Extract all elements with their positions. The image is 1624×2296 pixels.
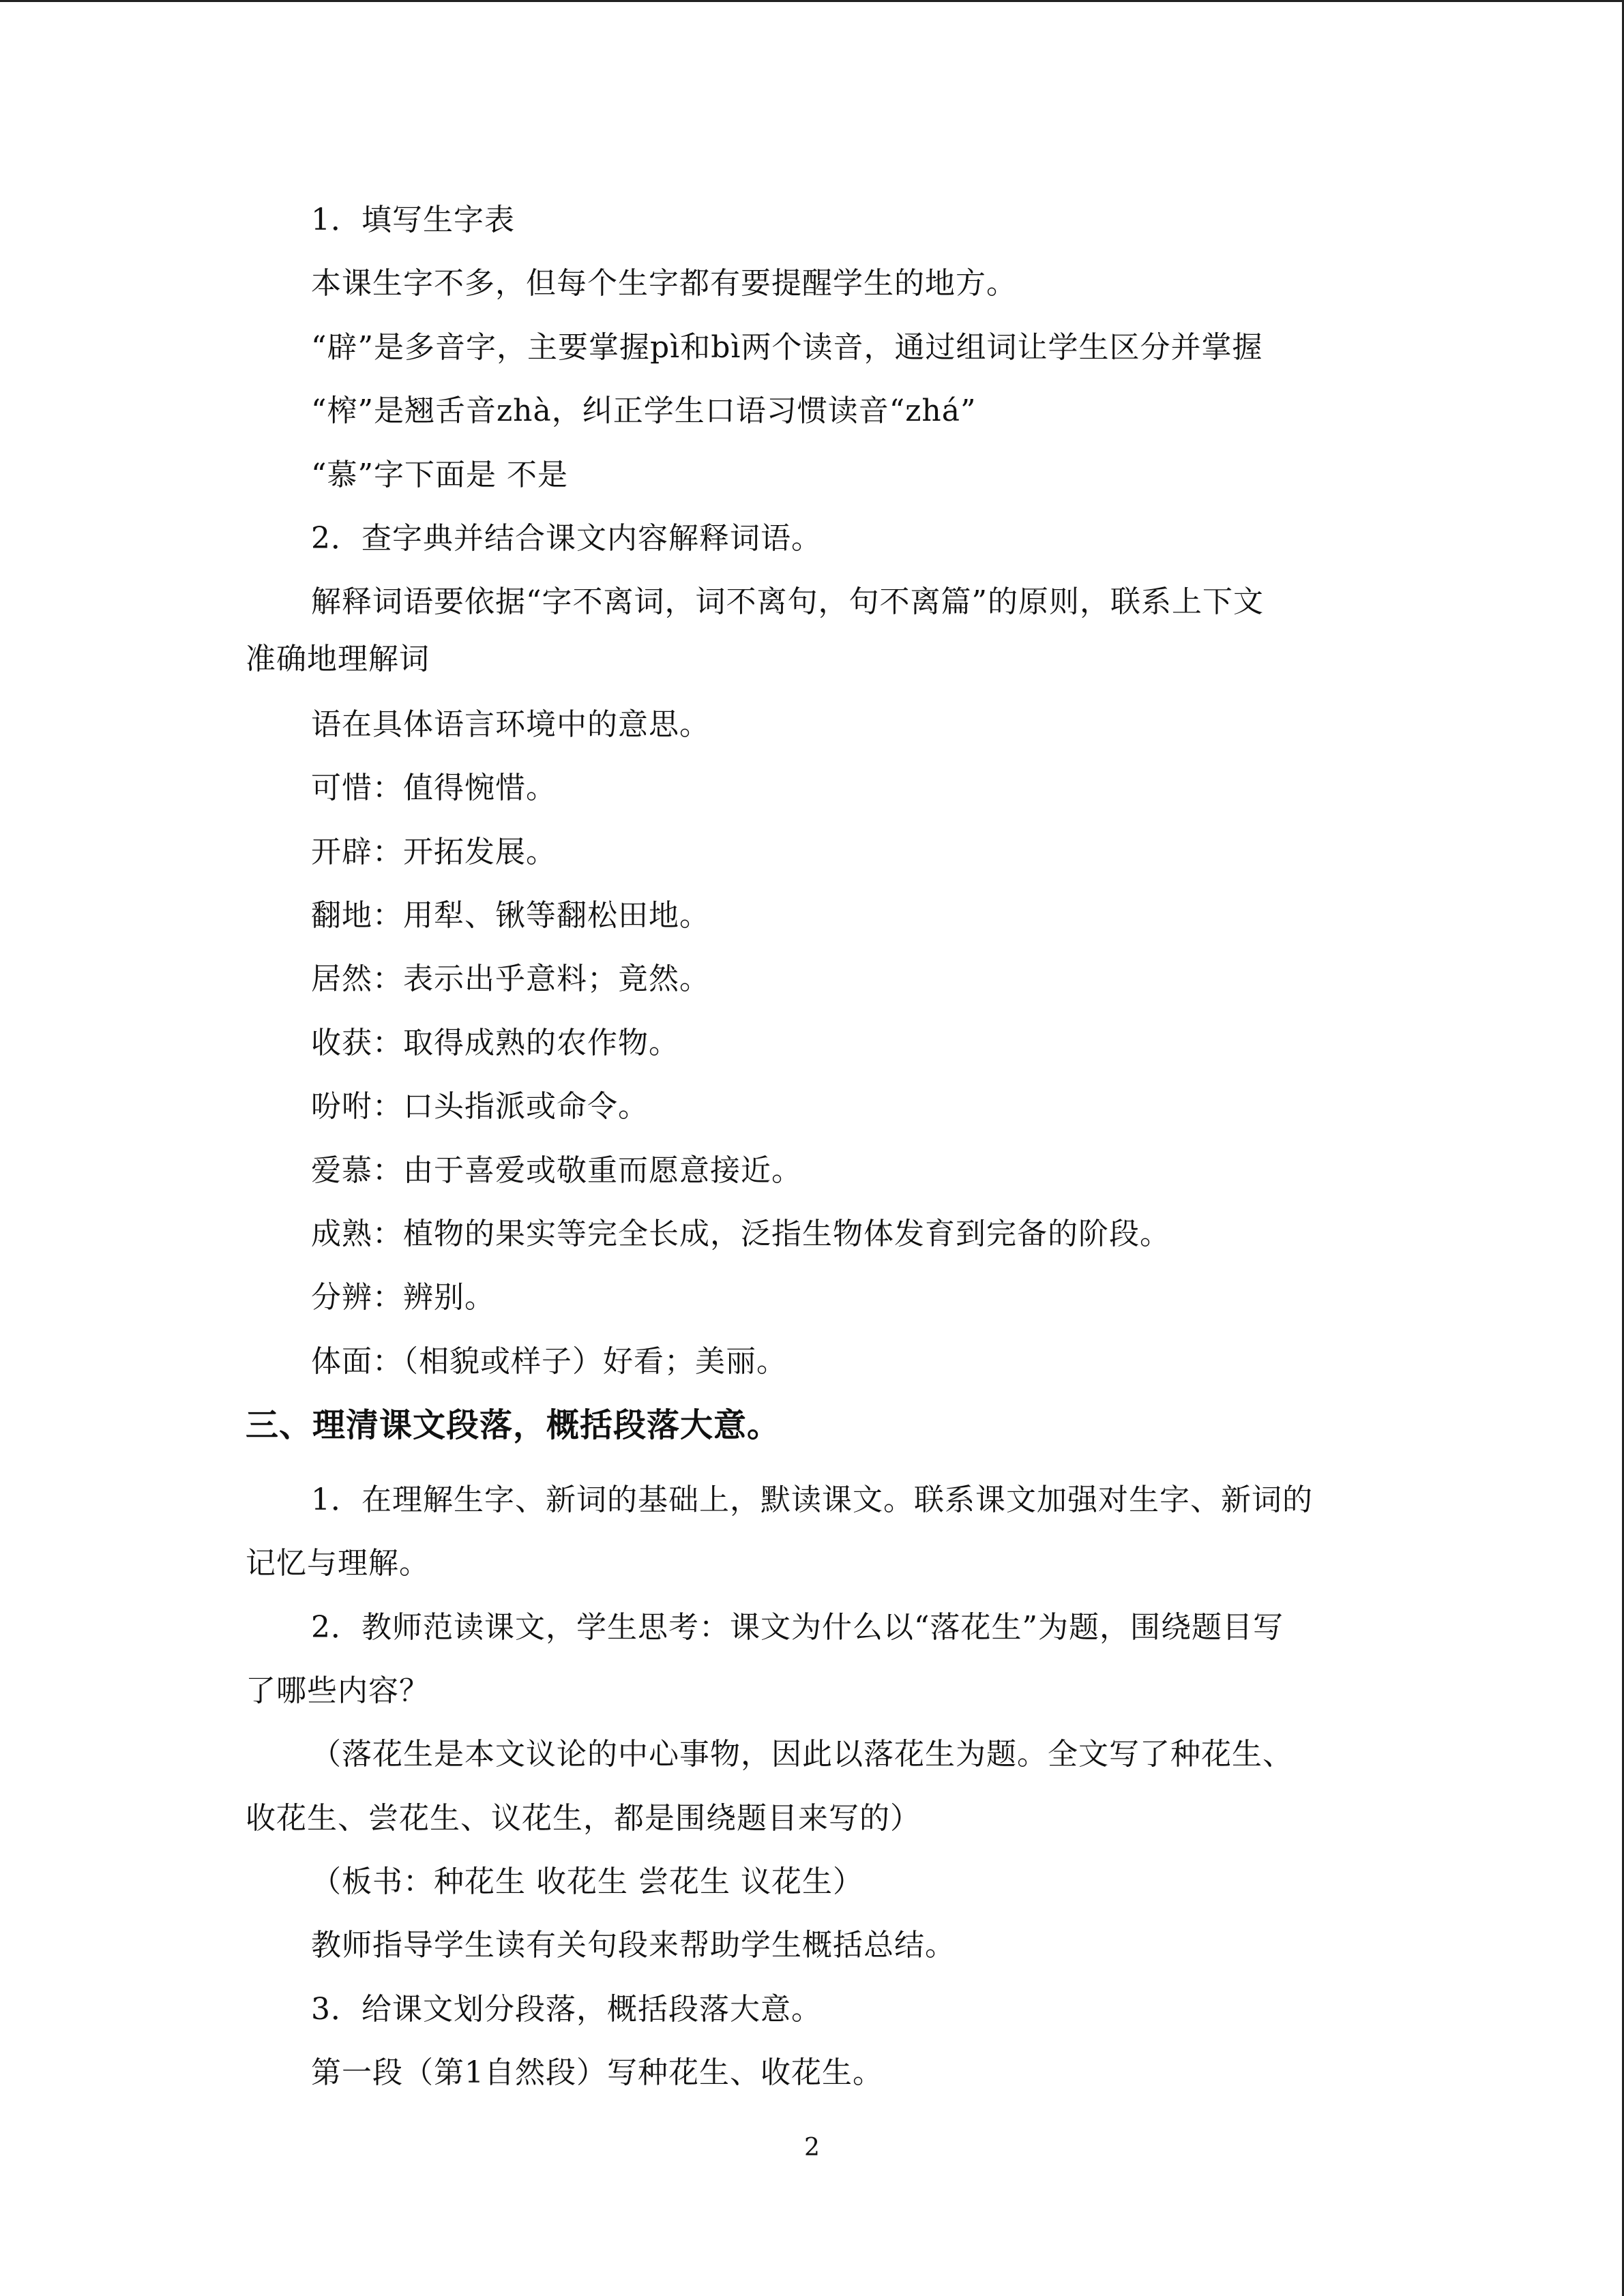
definition-line: 开辟：开拓发展。 [311, 835, 557, 869]
definition-line: 体面：（相貌或样子）好看；美丽。 [311, 1344, 787, 1379]
paragraph-line: （落花生是本文议论的中心事物，因此以落花生为题。全文写了种花生、 [311, 1737, 1293, 1772]
definition-line: 收获：取得成熟的农作物。 [311, 1026, 679, 1060]
definition-line: 成熟：植物的果实等完全长成，泛指生物体发育到完备的阶段。 [311, 1217, 1170, 1251]
paragraph-line: 1．在理解生字、新词的基础上，默读课文。联系课文加强对生字、新词的 [311, 1482, 1313, 1517]
paragraph-line: 准确地理解词 [246, 642, 430, 676]
paragraph-line: 教师指导学生读有关句段来帮助学生概括总结。 [311, 1928, 956, 1963]
paragraph-line: 2．教师范读课文，学生思考：课文为什么以“落花生”为题，围绕题目写 [311, 1610, 1284, 1645]
paragraph-line: “慕”字下面是 不是 [311, 458, 568, 492]
definition-line: 翻地：用犁、锹等翻松田地。 [311, 898, 710, 933]
item-1-heading: 1．填写生字表 [311, 203, 515, 237]
paragraph-line: “榨”是翘舌音zhà，纠正学生口语习惯读音“zhá” [311, 393, 977, 428]
paragraph-line: 本课生字不多，但每个生字都有要提醒学生的地方。 [311, 266, 1017, 301]
page-number: 2 [804, 2134, 820, 2162]
definition-line: 爱慕：由于喜爱或敬重而愿意接近。 [311, 1153, 802, 1188]
definition-line: 分辨：辨别。 [311, 1280, 495, 1315]
paragraph-line: 语在具体语言环境中的意思。 [311, 707, 710, 742]
paragraph-line: 第一段（第1自然段）写种花生、收花生。 [311, 2055, 883, 2090]
definition-line: 吩咐：口头指派或命令。 [311, 1089, 649, 1124]
paragraph-line: 记忆与理解。 [246, 1546, 430, 1581]
paragraph-line: （板书：种花生 收花生 尝花生 议花生） [311, 1864, 863, 1899]
paragraph-line: 3．给课文划分段落，概括段落大意。 [311, 1992, 822, 2027]
paragraph-line: “辟”是多音字，主要掌握pì和bì两个读音，通过组词让学生区分并掌握 [311, 330, 1263, 365]
item-2-heading: 2．查字典并结合课文内容解释词语。 [311, 521, 822, 556]
paragraph-line: 了哪些内容？ [246, 1673, 430, 1708]
definition-line: 可惜：值得惋惜。 [311, 771, 557, 805]
definition-line: 居然：表示出乎意料；竟然。 [311, 961, 710, 996]
section-heading: 三、理清课文段落，概括段落大意。 [246, 1406, 781, 1444]
paragraph-line: 收花生、尝花生、议花生，都是围绕题目来写的） [246, 1801, 921, 1836]
paragraph-line: 解释词语要依据“字不离词，词不离句，句不离篇”的原则，联系上下文 [311, 584, 1264, 619]
